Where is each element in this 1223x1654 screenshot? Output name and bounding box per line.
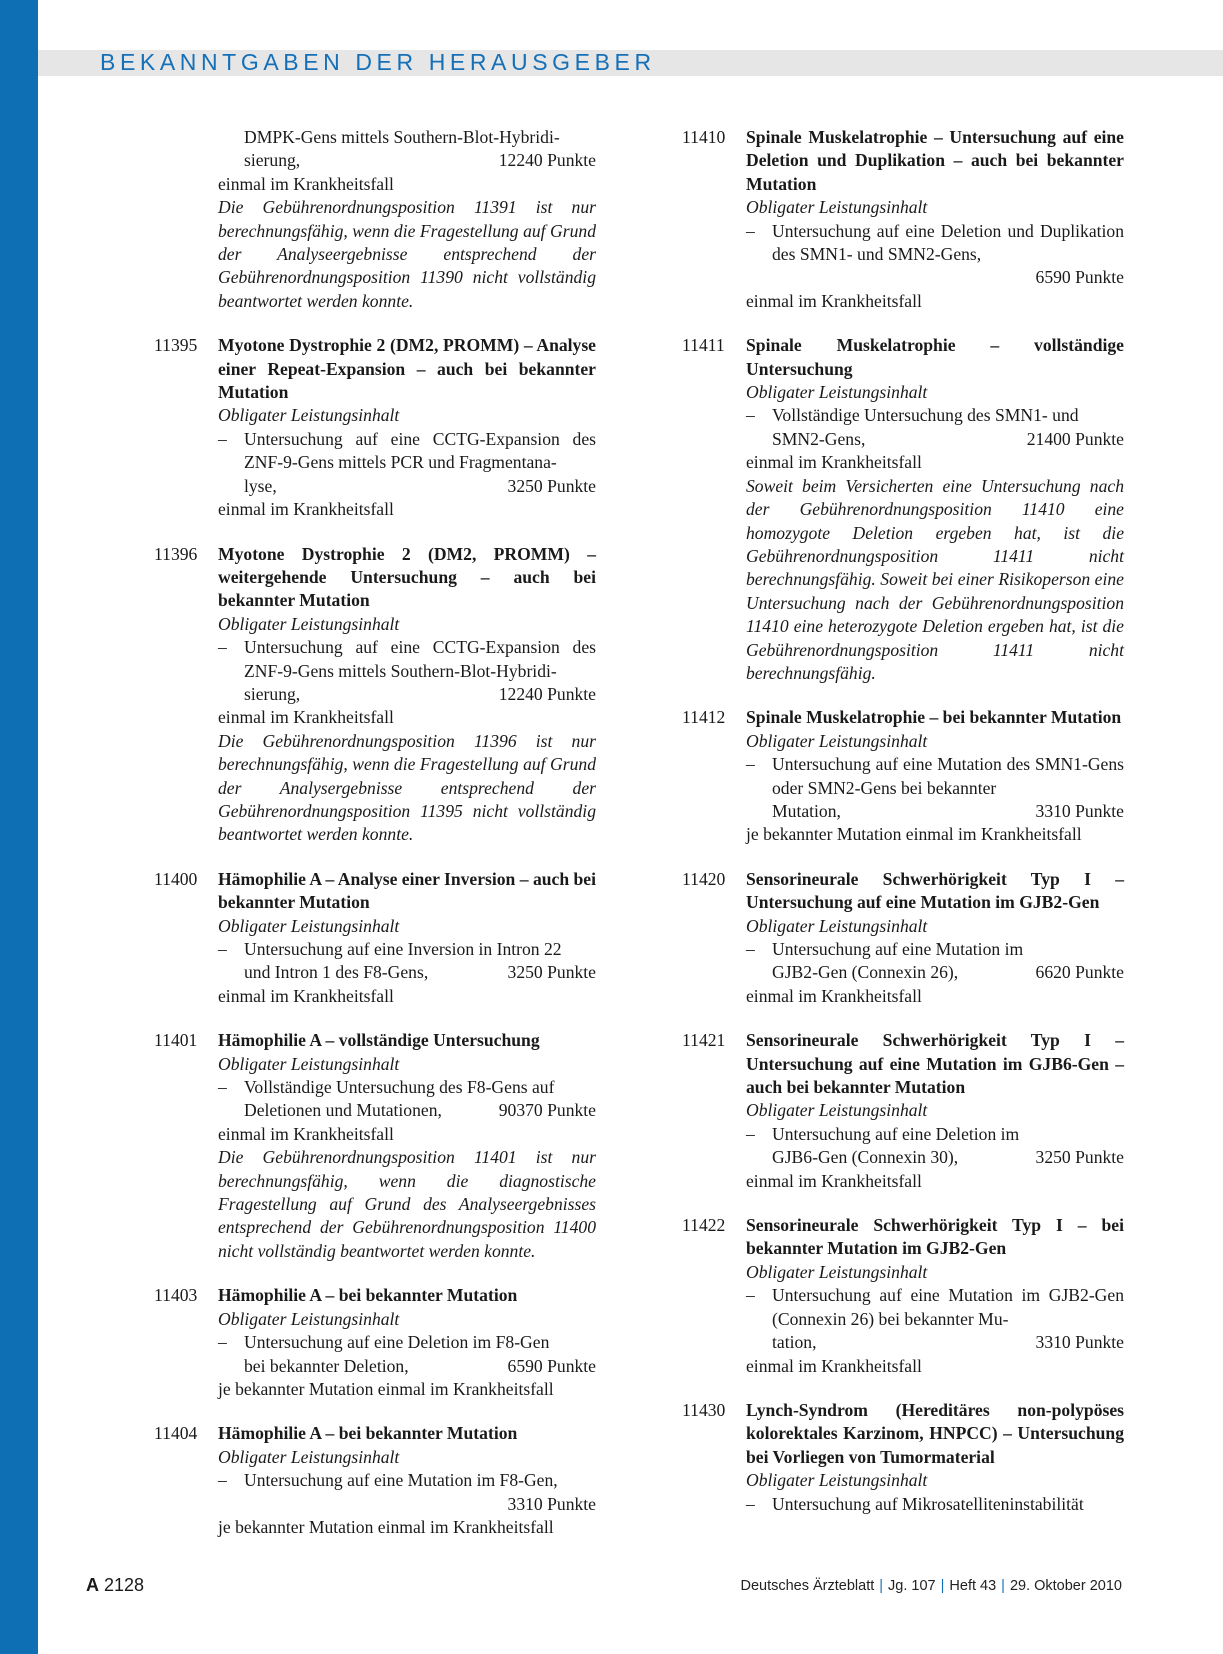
points-value: 12240 Punkte: [498, 683, 596, 704]
entry-title: Hämophilie A – vollständige Untersuchung: [218, 1030, 540, 1051]
bullet-text: Untersuchung auf eine CCTG-Expansion des ZNF-9-Gens mittels PCR und Fragmentana-: [244, 428, 596, 473]
points-value: 3250 Punkte: [1035, 1147, 1124, 1168]
bullet-text-end: lyse,: [244, 475, 277, 496]
dash-marker: –: [218, 428, 227, 449]
obligatory-label: Obligater Leistungsinhalt: [218, 1053, 400, 1074]
left-column: [154, 126, 596, 1539]
dash-marker: –: [218, 1470, 227, 1491]
entry-title: Sensorineurale Schwerhörigkeit Typ I – bei bekannter Mutation im GJB2-Gen: [746, 1215, 1124, 1259]
journal-citation: [740, 1578, 1122, 1594]
entry-11395: [154, 334, 596, 521]
bullet-text: Untersuchung auf eine Inversion in Intron 22: [244, 939, 562, 959]
entry-11421: [682, 1029, 1124, 1193]
points-value: 3250 Punkte: [507, 475, 596, 496]
entry-number: 11404: [154, 1423, 198, 1444]
entry-number: 11430: [682, 1399, 726, 1420]
frequency-text: je bekannter Mutation einmal im Krankheitsfall: [218, 1516, 554, 1537]
entry-continuation: [154, 126, 596, 313]
points-value: 12240 Punkte: [498, 150, 596, 171]
journal-volume: Jg. 107: [888, 1578, 936, 1594]
bullet-text: Untersuchung auf eine Deletion im: [772, 1123, 1020, 1144]
dash-marker: –: [746, 1285, 755, 1306]
entry-number: 11420: [682, 868, 726, 889]
bullet-item: [218, 126, 596, 173]
entry-title: Hämophilie A – bei bekannter Mutation: [218, 1285, 518, 1306]
entry-title: Sensorineurale Schwerhörigkeit Typ I – Untersuchung auf eine Mutation im GJB2-Gen: [746, 868, 1124, 913]
bullet-text-end: sierung,: [244, 150, 301, 171]
frequency-text: einmal im Krankheitsfall: [218, 173, 394, 194]
bullet-text: Untersuchung auf eine Mutation im: [772, 939, 1024, 959]
obligatory-label: Obligater Leistungsinhalt: [746, 1100, 928, 1121]
points-value: 6590 Punkte: [1035, 267, 1124, 288]
points-value: 3310 Punkte: [507, 1493, 596, 1514]
bullet-text: Vollständige Untersuchung des F8-Gens auf: [244, 1077, 555, 1098]
entry-title: Hämophilie A – bei bekannter Mutation: [218, 1423, 518, 1444]
page-number: [86, 1575, 144, 1596]
separator: |: [940, 1578, 945, 1594]
obligatory-label: Obligater Leistungsinhalt: [746, 1470, 928, 1491]
frequency-text: einmal im Krankheitsfall: [746, 290, 922, 311]
frequency-text: je bekannter Mutation einmal im Krankheitsfall: [746, 824, 1082, 845]
bullet-item: [218, 1076, 596, 1123]
obligatory-label: Obligater Leistungsinhalt: [218, 1446, 400, 1467]
entry-11403: [154, 1284, 596, 1401]
entry-title: Sensorineurale Schwerhörigkeit Typ I – Untersuchung auf eine Mutation im GJB6-Gen – auch bei bekannter Mutation: [746, 1030, 1124, 1098]
bullet-text: Untersuchung auf Mikrosatelliteninstabilität: [772, 1493, 1084, 1514]
entry-title: Spinale Muskelatrophie – Untersuchung auf eine Deletion und Duplikation – auch bei bekannter Mutation: [746, 127, 1124, 194]
dash-marker: –: [218, 1077, 227, 1098]
points-value: 6620 Punkte: [1035, 962, 1124, 983]
points-value: 21400 Punkte: [1026, 428, 1124, 449]
bullet-points-row: [772, 428, 1124, 451]
bullet-points-row: [244, 475, 596, 498]
frequency-text: einmal im Krankheitsfall: [746, 985, 922, 1006]
bullet-text-end: Deletionen und Mutationen,: [244, 1100, 442, 1121]
bullet-points-row: [244, 149, 596, 172]
frequency-text: einmal im Krankheitsfall: [218, 1123, 394, 1144]
bullet-text: Untersuchung auf eine Deletion und Duplikation des SMN1- und SMN2-Gens,: [772, 220, 1124, 265]
entry-note: Die Gebührenordnungsposition 11401 ist nur berechnungsfähig, wenn die diagnostische Fragestellung auf Grund des Analyseergebnisses entsprechend der Gebührenordnungsposition 11400 nicht vollständig beantwortet werden konnte.: [218, 1147, 596, 1261]
obligatory-label: Obligater Leistungsinhalt: [218, 915, 400, 936]
bullet-item: [746, 404, 1124, 451]
frequency-text: je bekannter Mutation einmal im Krankheitsfall: [218, 1378, 554, 1399]
bullet-points-row: [772, 1331, 1124, 1354]
bullet-text-end: GJB6-Gen (Connexin 30),: [772, 1147, 959, 1168]
journal-name: Deutsches Ärzteblatt: [740, 1578, 875, 1594]
points-value: 3250 Punkte: [507, 962, 596, 983]
dash-marker: –: [746, 405, 755, 426]
entry-11422: [682, 1214, 1124, 1378]
entry-title: Myotone Dystrophie 2 (DM2, PROMM) – Analyse einer Repeat-Expansion – auch bei bekannter Mutation: [218, 335, 596, 403]
entry-number: 11395: [154, 335, 198, 356]
bullet-item: [218, 1469, 596, 1516]
journal-date: 29. Oktober 2010: [1009, 1578, 1122, 1594]
entry-11404: [154, 1422, 596, 1539]
dash-marker: –: [746, 939, 755, 959]
obligatory-label: Obligater Leistungsinhalt: [218, 613, 400, 634]
journal-issue: Heft 43: [949, 1578, 997, 1594]
frequency-text: einmal im Krankheitsfall: [746, 1355, 922, 1376]
entry-11412: [682, 706, 1124, 846]
bullet-text-end: GJB2-Gen (Connexin 26),: [772, 962, 959, 983]
right-column: [682, 126, 1124, 1516]
bullet-points-row: [772, 1146, 1124, 1169]
entry-number: 11412: [682, 707, 726, 728]
entry-title: Spinale Muskelatrophie – bei bekannter Mutation: [746, 707, 1122, 728]
entry-11401: [154, 1029, 596, 1263]
entry-11430: [682, 1399, 1124, 1516]
obligatory-label: Obligater Leistungsinhalt: [218, 405, 400, 426]
bullet-text-end: Mutation,: [772, 800, 841, 821]
entry-11410: [682, 126, 1124, 313]
sidebar-accent-bar: [0, 0, 38, 1654]
bullet-item: [746, 1284, 1124, 1354]
bullet-text-end: bei bekannter Deletion,: [244, 1355, 409, 1376]
entry-11411: [682, 334, 1124, 685]
entry-11420: [682, 868, 1124, 1008]
entry-number: 11396: [154, 543, 198, 564]
bullet-item: [746, 1493, 1124, 1516]
dash-marker: –: [746, 1493, 755, 1514]
entry-number: 11410: [682, 127, 726, 147]
dash-marker: –: [746, 1123, 755, 1144]
frequency-text: einmal im Krankheitsfall: [218, 707, 394, 728]
obligatory-label: Obligater Leistungsinhalt: [746, 730, 928, 751]
entry-title: Myotone Dystrophie 2 (DM2, PROMM) – weitergehende Untersuchung – auch bei bekannter Mutation: [218, 543, 596, 611]
separator: |: [1001, 1578, 1005, 1594]
entry-note: Die Gebührenordnungsposition 11391 ist nur berechnungsfähig, wenn die Fragestellung auf Grund der Analyseergebnisse entsprechend der Gebührenordnungsposition 11390 nicht vollständig beantwortet werden konnte.: [218, 197, 596, 311]
points-value: 6590 Punkte: [507, 1355, 596, 1376]
entry-title: Lynch-Syndrom (Hereditäres non-polypöses kolorektales Karzinom, HNPCC) – Untersuchung bei Vorliegen von Tumormaterial: [746, 1399, 1124, 1467]
obligatory-label: Obligater Leistungsinhalt: [746, 915, 928, 936]
entry-11400: [154, 868, 596, 1008]
bullet-text-end: SMN2-Gens,: [772, 428, 866, 449]
bullet-item: [218, 428, 596, 498]
bullet-text: Untersuchung auf eine Deletion im F8-Gen: [244, 1332, 550, 1353]
page-number-value: 2128: [104, 1575, 145, 1595]
entry-note: Die Gebührenordnungsposition 11396 ist nur berechnungsfähig, wenn die Fragestellung auf Grund der Analysergebnisse entsprechend der Gebührenordnungsposition 11395 nicht vollständig beantwortet werden konnte.: [218, 730, 596, 845]
bullet-item: [746, 938, 1124, 985]
dash-marker: –: [218, 1332, 227, 1353]
bullet-text: Vollständige Untersuchung des SMN1- und: [772, 405, 1079, 426]
bullet-text-end: sierung,: [244, 683, 301, 704]
entry-number: 11400: [154, 868, 198, 889]
bullet-points-row: [244, 1099, 596, 1122]
dash-marker: –: [218, 939, 227, 959]
bullet-points-row: [772, 800, 1124, 823]
separator: |: [879, 1578, 884, 1594]
section-title: BEKANNTGABEN DER HERAUSGEBER: [100, 49, 656, 75]
entry-11396: [154, 543, 596, 847]
points-value: 3310 Punkte: [1035, 800, 1124, 821]
points-value: 90370 Punkte: [498, 1100, 596, 1121]
page-prefix: A: [86, 1575, 99, 1595]
entry-title: Hämophilie A – Analyse einer Inversion – auch bei bekannter Mutation: [218, 868, 596, 913]
obligatory-label: Obligater Leistungsinhalt: [218, 1308, 400, 1329]
entry-number: 11403: [154, 1285, 198, 1306]
bullet-text: Untersuchung auf eine Mutation im F8-Gen,: [244, 1470, 558, 1491]
entry-title: Spinale Muskelatrophie – vollständige Untersuchung: [746, 335, 1124, 379]
bullet-item: [746, 753, 1124, 823]
obligatory-label: Obligater Leistungsinhalt: [746, 382, 928, 403]
frequency-text: einmal im Krankheitsfall: [218, 985, 394, 1006]
bullet-item: [218, 1331, 596, 1378]
entry-number: 11421: [682, 1030, 726, 1051]
bullet-text: Untersuchung auf eine Mutation des SMN1-Gens oder SMN2-Gens bei bekannter: [772, 754, 1124, 798]
bullet-item: [218, 938, 596, 985]
bullet-points-row: [244, 961, 596, 984]
bullet-points-row: [244, 1355, 596, 1378]
bullet-item: [746, 1123, 1124, 1170]
entry-note: Soweit beim Versicherten eine Untersuchung nach der Gebührenordnungsposition 11410 eine homozygote Deletion ergeben hat, ist die Gebührenordnungsposition 11411 nicht berechnungsfähig. Soweit bei einer Risikoperson eine Untersuchung nach der Gebührenordnungsposition 11410 eine heterozygote Deletion ergeben hat, ist die Gebührenordnungsposition 11411 nicht berechnungsfähig.: [746, 475, 1124, 683]
bullet-text-end: und Intron 1 des F8-Gens,: [244, 962, 429, 983]
dash-marker: –: [746, 754, 755, 775]
frequency-text: einmal im Krankheitsfall: [218, 499, 394, 520]
frequency-text: einmal im Krankheitsfall: [746, 452, 922, 473]
points-value: 3310 Punkte: [1035, 1332, 1124, 1353]
entry-number: 11401: [154, 1030, 198, 1051]
bullet-points-row: [244, 683, 596, 706]
entry-number: 11411: [682, 335, 725, 356]
bullet-text: DMPK-Gens mittels Southern-Blot-Hybridi-: [244, 127, 560, 147]
frequency-text: einmal im Krankheitsfall: [746, 1170, 922, 1191]
bullet-text: Untersuchung auf eine CCTG-Expansion des ZNF-9-Gens mittels Southern-Blot-Hybridi-: [244, 637, 596, 681]
bullet-item: [218, 636, 596, 706]
dash-marker: –: [218, 637, 227, 658]
entry-number: 11422: [682, 1215, 726, 1236]
bullet-text-end: tation,: [772, 1332, 817, 1353]
bullet-text: Untersuchung auf eine Mutation im GJB2-Gen (Connexin 26) bei bekannter Mu-: [772, 1285, 1124, 1329]
obligatory-label: Obligater Leistungsinhalt: [746, 197, 928, 218]
dash-marker: –: [746, 220, 755, 241]
bullet-points-row: [772, 961, 1124, 984]
bullet-item: [746, 220, 1124, 290]
obligatory-label: Obligater Leistungsinhalt: [746, 1261, 928, 1282]
